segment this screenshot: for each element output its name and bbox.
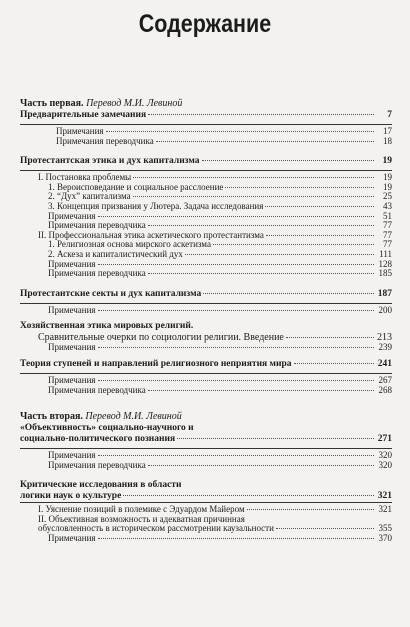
toc-entry[interactable]: I. Уяснение позиций в полемике с Эдуардом Майером 321 [38,504,392,515]
toc-entry[interactable]: Примечания 239 [48,342,392,353]
toc-entry[interactable]: Примечания 370 [48,533,392,544]
toc-entry[interactable]: Примечания 267 [48,374,392,385]
toc-entry[interactable]: Примечания 17 [56,126,392,136]
toc-entry[interactable]: Критические исследования в области [20,480,182,491]
toc-entry[interactable]: I. Постановка проблемы 19 [38,172,392,183]
toc-entry[interactable]: логики наук о культуре 321 [20,491,392,502]
toc-entry[interactable]: Примечания 320 [48,450,392,461]
toc-entry[interactable]: 1. Вероисповедание и социальное расслоение 19 [48,181,392,192]
toc-entry[interactable]: Хозяйственная этика мировых религий. [20,321,194,332]
divider [20,303,392,304]
toc-entry[interactable]: Примечания переводчика 320 [48,459,392,470]
toc-entry[interactable]: Протестантские секты и дух капитализма 187 [20,288,392,299]
part-one-heading: Часть первая. Перевод М.И. Левиной [20,98,183,109]
part-two-heading: Часть вторая. Перевод М.И. Левиной [20,411,182,423]
table-of-contents [20,98,392,544]
divider [20,124,392,125]
toc-entry[interactable]: Примечания переводчика 18 [56,135,392,146]
toc-entry[interactable]: «Объективность» социально-научного и [20,423,194,434]
toc-entry[interactable]: 2. “Дух” капитализма 25 [48,191,392,202]
toc-entry[interactable]: Примечания 200 [48,304,392,315]
divider [20,373,392,374]
toc-entry[interactable]: Сравнительные очерки по социологии религии. Введение 213 [38,332,392,344]
toc-entry[interactable]: Теория ступеней и направлений религиозного неприятия мира 241 [20,358,392,369]
toc-entry[interactable]: Примечания переводчика 268 [48,384,392,395]
toc-entry[interactable]: 1. Религиозная основа мирского аскетизма 77 [48,239,392,250]
toc-entry[interactable]: обусловленность в историческом рассмотрении каузальности 355 [38,523,392,534]
divider [20,502,392,503]
toc-entry[interactable]: социально-политического познания 271 [20,434,392,445]
divider [20,170,392,171]
toc-entry[interactable]: II. Объективная возможность и адекватная причинная [38,514,245,524]
toc-entry[interactable]: Примечания 128 [48,258,392,269]
divider [20,448,392,449]
page-title: Содержание [138,10,272,38]
toc-entry[interactable]: Протестантская этика и дух капитализма 19 [20,156,392,167]
toc-entry[interactable]: 3. Концепция призвания у Лютера. Задача исследования 43 [48,200,392,211]
toc-entry[interactable]: II. Профессиональная этика аскетического протестантизма 77 [38,229,392,240]
toc-entry[interactable]: Предварительные замечания 7 [20,110,392,120]
toc-entry[interactable]: Примечания 51 [48,210,392,221]
toc-entry[interactable]: Примечания переводчика 77 [48,220,392,231]
toc-entry[interactable]: Примечания переводчика 185 [48,268,392,279]
toc-entry[interactable]: 2. Аскеза и капиталистический дух 111 [48,248,392,259]
